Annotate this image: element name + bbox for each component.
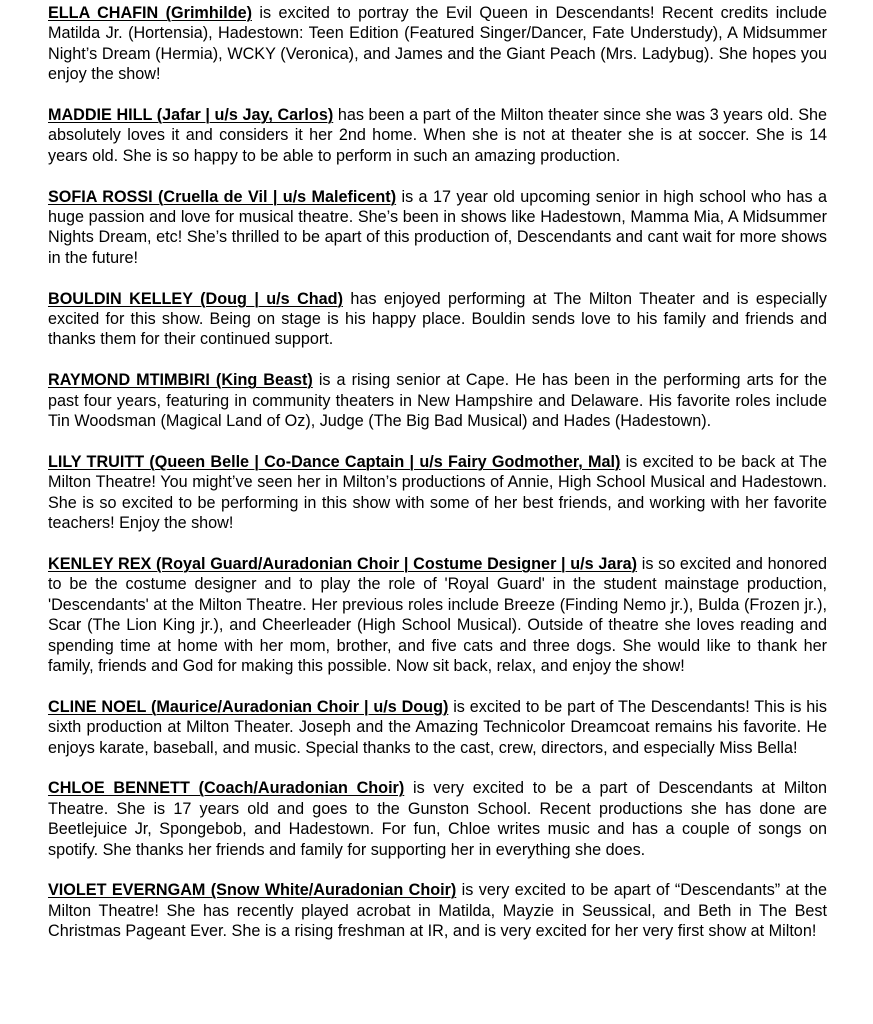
bio-heading: RAYMOND MTIMBIRI (King Beast) (48, 371, 313, 390)
bio-paragraph (48, 370, 827, 431)
bio-heading: MADDIE HILL (Jafar | u/s Jay, Carlos) (48, 106, 334, 125)
bio-text: is very excited to be apart of “Descendants” at the Milton Theatre! She has recently played acrobat in Matilda, Mayzie in Seussical, and Beth in The Best Christmas Pageant Ever. She is a rising freshman at IR, and is very excited for her very first show at Milton! (48, 881, 827, 941)
bio-heading: BOULDIN KELLEY (Doug | u/s Chad) (48, 289, 343, 308)
bio-heading: VIOLET EVERNGAM (Snow White/Auradonian Choir) (48, 881, 457, 900)
bio-heading: CLINE NOEL (Maurice/Auradonian Choir | u/s Doug) (48, 697, 449, 716)
bio-text: is excited to be part of The Descendants! This is his sixth production at Milton Theater. Joseph and the Amazing Technicolor Dreamcoat remains his favorite. He enjoys karate, baseball, and music. Special thanks to the cast, crew, directors, and especially Miss Bella! (48, 697, 827, 757)
bio-paragraph (48, 187, 827, 269)
bio-heading: ELLA CHAFIN (Grimhilde) (48, 4, 252, 22)
bio-text: is a 17 year old upcoming senior in high school who has a huge passion and love for musical theatre. She’s been in shows like Hadestown, Mamma Mia, A Midsummer Nights Dream, etc! She’s thrilled to be apart of this production of, Descendants and cant wait for more shows in the future! (48, 187, 828, 267)
bio-paragraph (48, 554, 827, 676)
bio-paragraph (48, 105, 827, 166)
bio-text: is excited to portray the Evil Queen in Descendants! Recent credits include Matilda Jr. (Hortensia), Hadestown: Teen Edition (Featured Singer/Dancer, Fate Understudy), A Midsummer Night’s Dream (Hermia), WCKY (Veronica), and James and the Giant Peach (Mrs. Ladybug). She hopes you enjoy the show! (48, 4, 827, 84)
bio-paragraph (48, 3, 827, 85)
bio-paragraph (48, 778, 827, 860)
bio-text: has enjoyed performing at The Milton Theater and is especially excited for this show. Being on stage is his happy place. Bouldin sends love to his family and friends and thanks them for their continued support. (48, 289, 827, 349)
bio-heading: SOFIA ROSSI (Cruella de Vil | u/s Maleficent) (48, 187, 397, 206)
bio-paragraph (48, 697, 827, 758)
bio-paragraph (48, 289, 827, 350)
bio-heading: KENLEY REX (Royal Guard/Auradonian Choir | Costume Designer | u/s Jara) (48, 554, 638, 573)
bio-text: is a rising senior at Cape. He has been in the performing arts for the past four years, featuring in community theaters in New Hampshire and Delaware. His favorite roles include Tin Woodsman (Magical Land of Oz), Judge (The Big Bad Musical) and Hades (Hadestown). (48, 371, 828, 431)
bio-paragraph (48, 452, 827, 534)
bio-heading: CHLOE BENNETT (Coach/Auradonian Choir) (48, 779, 405, 798)
bio-text: is so excited and honored to be the costume designer and to play the role of 'Royal Guard' in the student mainstage production, 'Descendants' at the Milton Theatre. Her previous roles include Breeze (Finding Nemo jr.), Bulda (Frozen jr.), Scar (The Lion King jr.), and Cheerleader (High School Musical). Outside of theatre she loves reading and spending time at home with her mom, brother, and five cats and three dogs. She would like to thank her family, friends and God for making this possible. Now sit back, relax, and enjoy the show! (48, 554, 827, 675)
bio-text: is excited to be back at The Milton Theatre! You might’ve seen her in Milton’s productions of Annie, High School Musical and Hadestown. She is so excited to be performing in this show with some of her best friends, and working with her favorite teachers! Enjoy the show! (48, 452, 828, 533)
bio-text: is very excited to be a part of Descendants at Milton Theatre. She is 17 years old and goes to the Gunston School. Recent productions she has done are Beetlejuice Jr, Spongebob, and Hadestown. For fun, Chloe writes music and has a couple of songs on spotify. She thanks her friends and family for supporting her in everything she does. (48, 779, 827, 859)
bio-heading: LILY TRUITT (Queen Belle | Co-Dance Captain | u/s Fairy Godmother, Mal) (48, 452, 621, 471)
bio-paragraph (48, 880, 827, 941)
bio-text: has been a part of the Milton theater since she was 3 years old. She absolutely loves it and considers it her 2nd home. When she is not at theater she is at soccer. She is 14 years old. She is so happy to be able to perform in such an amazing production. (48, 106, 827, 165)
